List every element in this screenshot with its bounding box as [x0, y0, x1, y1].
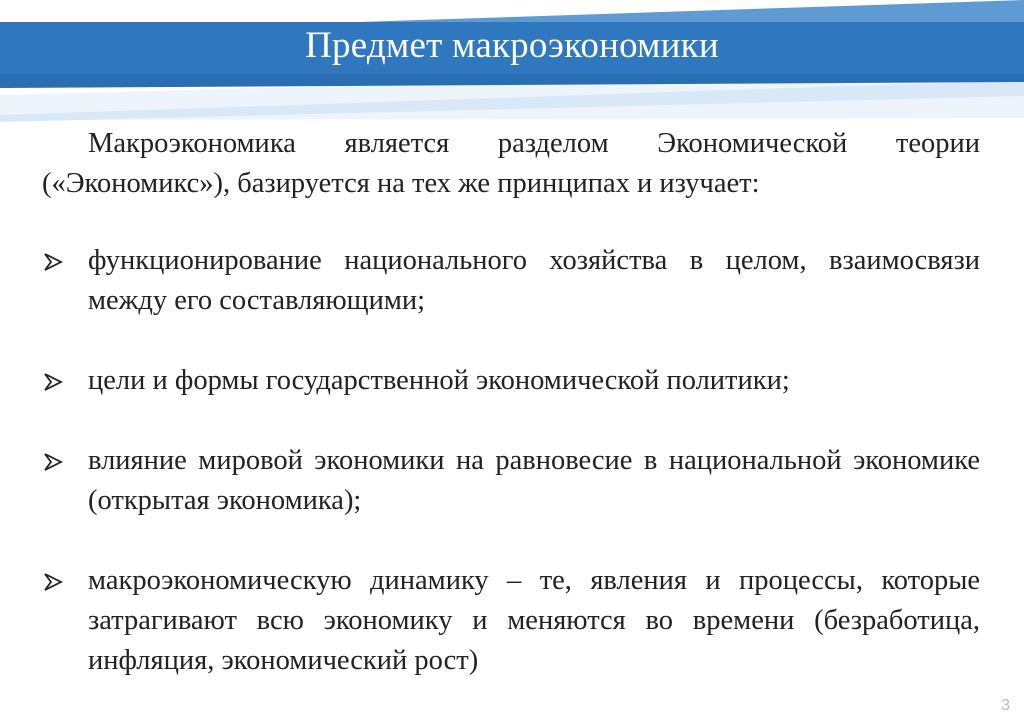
- bullet-item: [42, 241, 980, 321]
- bullet-text: функционирование национального хозяйства в целом, взаимосвязи между его составляющими;: [88, 245, 980, 316]
- slide-title: Предмет макроэкономики: [305, 25, 719, 66]
- bullet-item: [42, 361, 980, 401]
- intro-paragraph: Макроэкономика является разделом Экономической теории («Экономикс»), базируется на тех же принципах и изучает:: [42, 128, 980, 199]
- bullet-text: влияние мировой экономики на равновесие в национальной экономике (открытая экономика);: [88, 445, 980, 516]
- arrowhead-bullet-icon: [42, 251, 64, 273]
- arrowhead-bullet-icon: [42, 451, 64, 473]
- slide-content: [42, 124, 980, 681]
- bullet-item: [42, 561, 980, 681]
- bullet-text: цели и формы государственной экономической политики;: [88, 365, 790, 396]
- arrowhead-bullet-icon: [42, 371, 64, 393]
- bullet-item: [42, 441, 980, 521]
- bullet-text: макроэкономическую динамику – те, явления и процессы, которые затрагивают всю экономику и меняются во времени (безработица, инфляция, экономический рост): [88, 565, 980, 676]
- arrowhead-bullet-icon: [42, 571, 64, 593]
- page-number: 3: [1001, 697, 1010, 714]
